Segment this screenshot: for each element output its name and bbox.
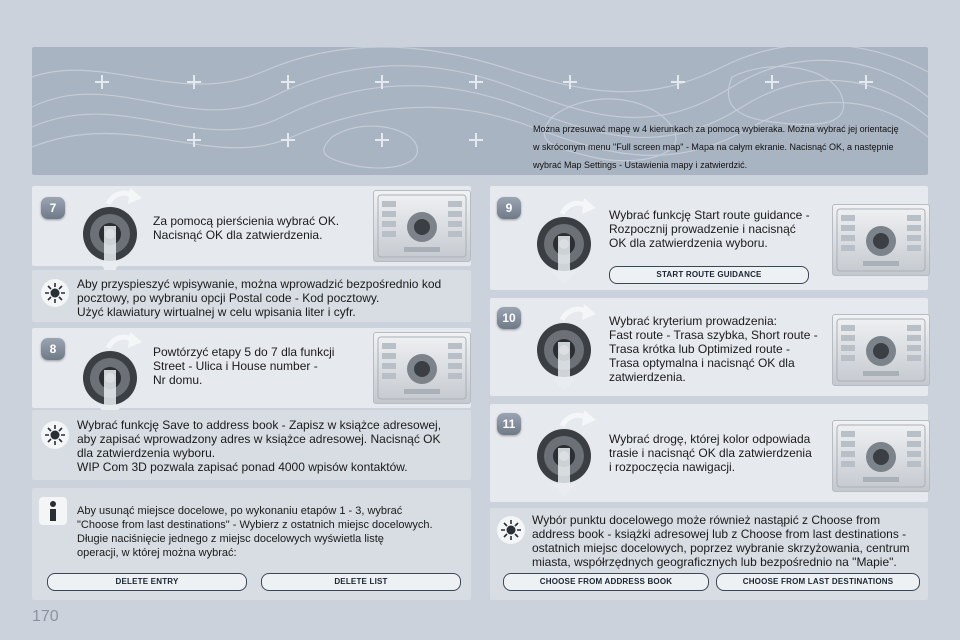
info-icon bbox=[38, 496, 68, 526]
text-line: Wybrać funkcję Start route guidance - bbox=[609, 208, 810, 222]
delete-list-button[interactable]: DELETE LIST bbox=[261, 573, 461, 591]
step-number-badge: 8 bbox=[41, 338, 65, 360]
tip-3-text bbox=[532, 513, 910, 569]
text-line: aby zapisać wprowadzony adres w książce adresowej. Nacisnąć OK bbox=[77, 432, 441, 446]
info-text bbox=[77, 504, 433, 560]
text-line: ostatnich miejsc docelowych, poprzez wybranie skrzyżowania, centrum bbox=[532, 541, 910, 555]
text-line: Street - Ulica i House number - bbox=[153, 359, 318, 373]
text-line: dla zatwierdzenia wyboru. bbox=[77, 446, 216, 460]
step-7-text bbox=[153, 214, 339, 242]
text-line: OK dla zatwierdzenia wyboru. bbox=[609, 236, 768, 250]
step-8-text bbox=[153, 345, 334, 387]
text-line: address book - książki adresowej lub z Choose from last destinations - bbox=[532, 527, 907, 541]
map-note-line: Można przesuwać mapę w 4 kierunkach za pomocą wybieraka. Można wybrać jej orientację bbox=[533, 124, 899, 134]
text-line: Trasa krótka lub Optimized route - bbox=[609, 342, 790, 356]
text-line: i rozpoczęcia nawigacji. bbox=[609, 460, 736, 474]
radio-unit-icon bbox=[832, 314, 930, 386]
step-9-text bbox=[609, 208, 810, 250]
text-line: pocztowy, po wybraniu opcji Postal code - Kod pocztowy. bbox=[77, 291, 380, 305]
rotary-knob-icon bbox=[524, 196, 604, 284]
choose-from-last-destinations-button[interactable]: CHOOSE FROM LAST DESTINATIONS bbox=[716, 573, 920, 591]
map-note-line: wybrać Map Settings - Ustawienia mapy i zatwierdzić. bbox=[533, 160, 748, 170]
start-route-guidance-button[interactable]: START ROUTE GUIDANCE bbox=[609, 266, 809, 284]
text-line: trasie i nacisnąć OK dla zatwierdzenia bbox=[609, 446, 812, 460]
text-line: Nr domu. bbox=[153, 373, 203, 387]
step-number-badge: 9 bbox=[497, 197, 521, 219]
step-number-badge: 10 bbox=[497, 307, 521, 329]
text-line: Rozpocznij prowadzenie i nacisnąć bbox=[609, 222, 796, 236]
step-11-text bbox=[609, 432, 812, 474]
step-number-badge: 7 bbox=[41, 197, 65, 219]
rotary-knob-icon bbox=[524, 408, 604, 496]
map-note bbox=[533, 120, 925, 174]
radio-unit-icon bbox=[832, 204, 930, 276]
text-line: Długie naciśnięcie jednego z miejsc docelowych wyświetla listę bbox=[77, 533, 384, 545]
text-line: Wybrać drogę, której kolor odpowiada bbox=[609, 432, 811, 446]
radio-unit-icon bbox=[373, 332, 471, 404]
tip-1-text bbox=[77, 277, 441, 319]
radio-unit-icon bbox=[832, 420, 930, 492]
sun-tip-icon bbox=[40, 278, 70, 308]
text-line: Za pomocą pierścienia wybrać OK. bbox=[153, 214, 340, 228]
step-10-text bbox=[609, 314, 818, 384]
text-line: operacji, w której można wybrać: bbox=[77, 547, 237, 559]
text-line: Nacisnąć OK dla zatwierdzenia. bbox=[153, 228, 323, 242]
sun-tip-icon bbox=[496, 515, 526, 545]
text-line: Aby usunąć miejsce docelowe, po wykonaniu etapów 1 - 3, wybrać bbox=[77, 505, 403, 517]
text-line: Fast route - Trasa szybka, Short route - bbox=[609, 328, 818, 342]
delete-entry-button[interactable]: DELETE ENTRY bbox=[47, 573, 247, 591]
text-line: Trasa optymalna i nacisnąć OK dla bbox=[609, 356, 795, 370]
rotary-knob-icon bbox=[70, 330, 150, 418]
text-line: Wybrać kryterium prowadzenia: bbox=[609, 314, 777, 328]
rotary-knob-icon bbox=[524, 302, 604, 390]
text-line: miasta, współrzędnych geograficznych lub bezpośrednio na "Mapie". bbox=[532, 555, 897, 569]
text-line: Powtórzyć etapy 5 do 7 dla funkcji bbox=[153, 345, 335, 359]
radio-unit-icon bbox=[373, 190, 471, 262]
text-line: Wybrać funkcję Save to address book - Zapisz w książce adresowej, bbox=[77, 418, 442, 432]
rotary-knob-icon bbox=[70, 186, 150, 274]
page-number: 170 bbox=[32, 608, 59, 625]
tip-2-text bbox=[77, 418, 441, 474]
text-line: "Choose from last destinations" - Wybierz z ostatnich miejsc docelowych. bbox=[77, 519, 433, 531]
step-number-badge: 11 bbox=[497, 413, 521, 435]
text-line: Wybór punktu docelowego może również nastąpić z Choose from bbox=[532, 513, 881, 527]
choose-from-address-book-button[interactable]: CHOOSE FROM ADDRESS BOOK bbox=[503, 573, 709, 591]
sun-tip-icon bbox=[40, 420, 70, 450]
map-note-line: w skróconym menu "Full screen map" - Mapa na całym ekranie. Nacisnąć OK, a następnie bbox=[533, 142, 894, 152]
text-line: Aby przyspieszyć wpisywanie, można wprowadzić bezpośrednio kod bbox=[77, 277, 442, 291]
text-line: zatwierdzenia. bbox=[609, 370, 686, 384]
text-line: Użyć klawiatury wirtualnej w celu wpisania liter i cyfr. bbox=[77, 305, 356, 319]
text-line: WIP Com 3D pozwala zapisać ponad 4000 wpisów kontaktów. bbox=[77, 460, 408, 474]
